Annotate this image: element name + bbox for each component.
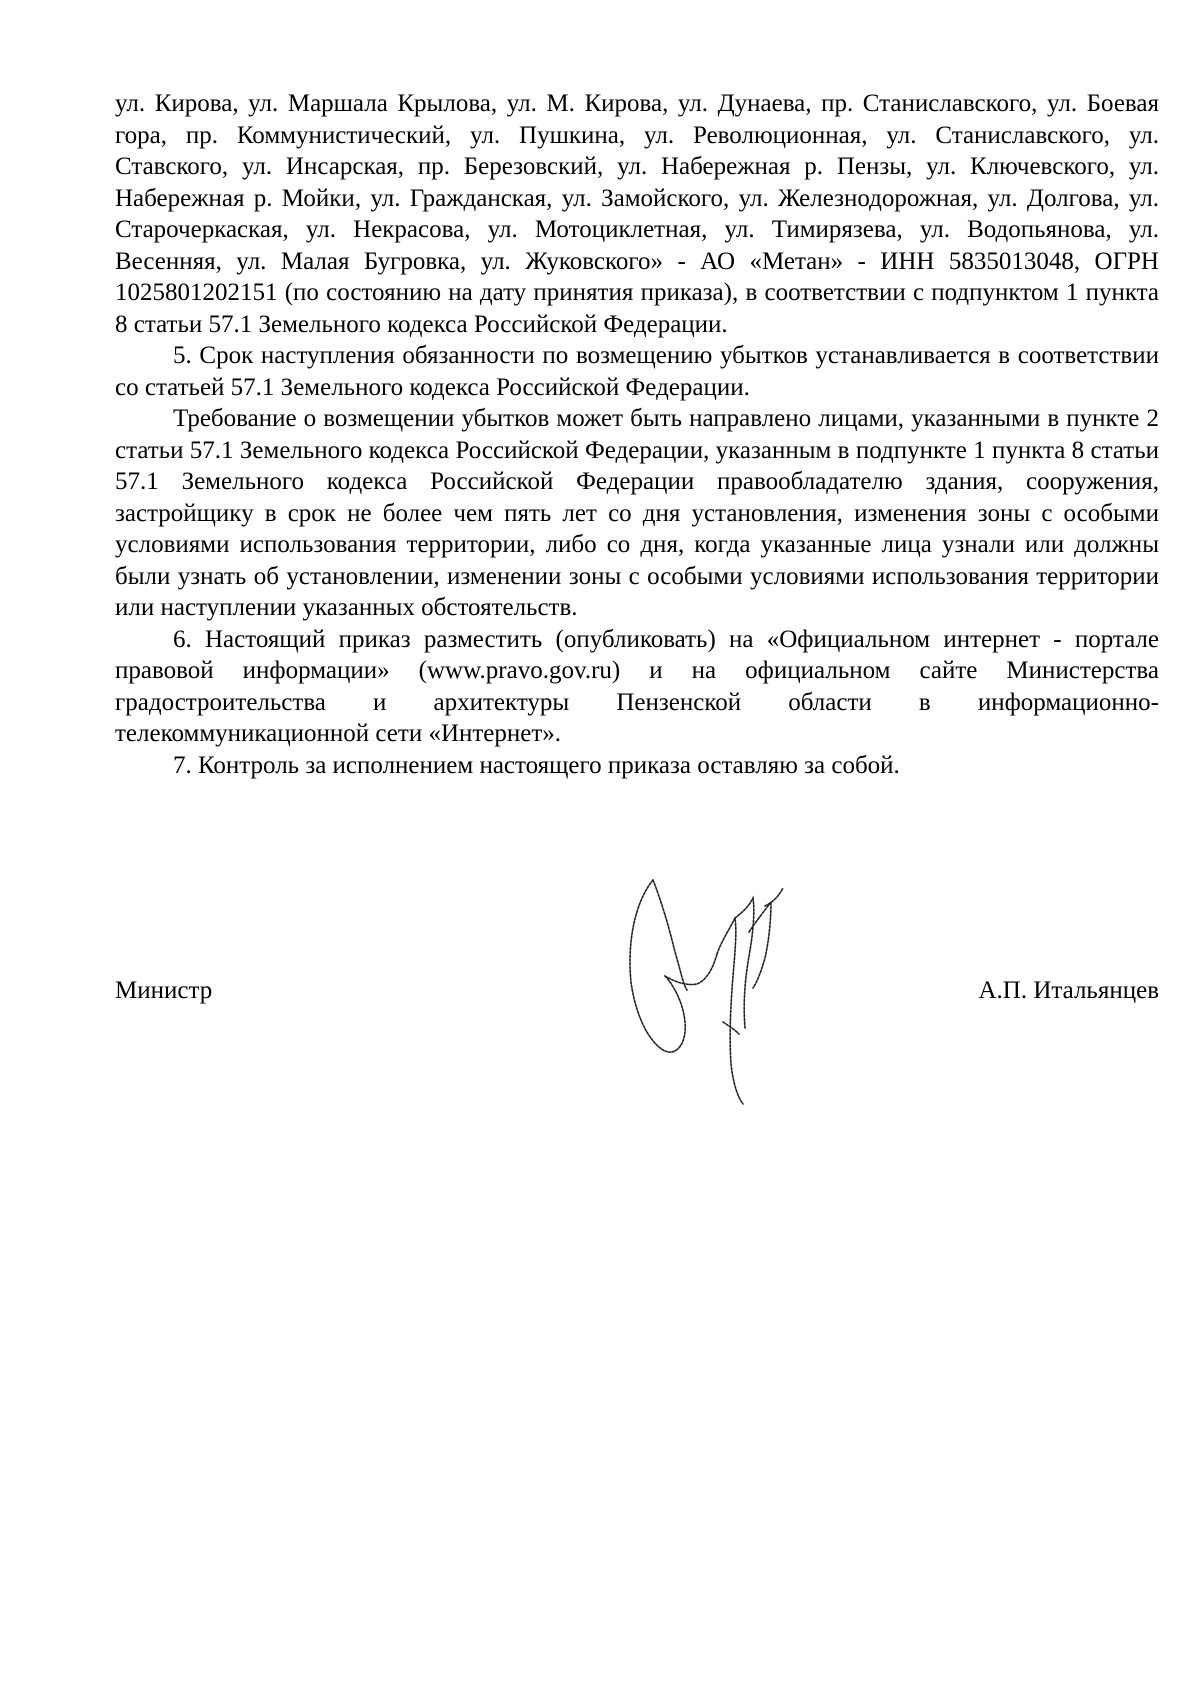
paragraph-item-6: 6. Настоящий приказ разместить (опубликовать) на «Официальном интернет - портале правовой информации» (www.pravo.gov.ru) и на официальном сайте Министерства градостроительства и архитектуры Пензенской области в информационно-телекоммуникационной сети «Интернет».	[115, 625, 1159, 747]
document-body	[115, 88, 1159, 781]
paragraph-address-list: ул. Кирова, ул. Маршала Крылова, ул. М. Кирова, ул. Дунаева, пр. Станиславского, ул. Боевая гора, пр. Коммунистический, ул. Пушкина, ул. Революционная, ул. Станиславского, ул. Ставского, ул. Инсарская, пр. Березовский, ул. Набережная р. Пензы, ул. Ключевского, ул. Набережная р. Мойки, ул. Гражданская, ул. Замойского, ул. Железнодорожная, ул. Долгова, ул. Старочеркаская, ул. Некрасова, ул. Мотоциклетная, ул. Тимирязева, ул. Водопьянова, ул. Весенняя, ул. Малая Бугровка, ул. Жуковского» - АО «Метан» - ИНН 5835013048, ОГРН 1025801202151 (по состоянию на дату принятия приказа), в соответствии с подпунктом 1 пункта 8 статьи 57.1 Земельного кодекса Российской Федерации.	[115, 90, 1159, 338]
paragraph-item-5: 5. Срок наступления обязанности по возмещению убытков устанавливается в соответствии со статьей 57.1 Земельного кодекса Российской Федерации.	[115, 342, 1159, 401]
signatory-position: Министр	[115, 977, 213, 1004]
handwritten-signature	[625, 872, 795, 1107]
paragraph-item-7: 7. Контроль за исполнением настоящего приказа оставляю за собой.	[173, 751, 900, 779]
signatory-name: А.П. Итальянцев	[978, 977, 1159, 1004]
paragraph-compensation-claim: Требование о возмещении убытков может быть направлено лицами, указанными в пункте 2 статьи 57.1 Земельного кодекса Российской Федерации, указанным в подпункте 1 пункта 8 статьи 57.1 Земельного кодекса Российской Федерации правообладателю здания, сооружения, застройщику в срок не более чем пять лет со дня установления, изменения зоны с особыми условиями использования территории, либо со дня, когда указанные лица узнали или должны были узнать об установлении, изменении зоны с особыми условиями использования территории или наступлении указанных обстоятельств.	[115, 405, 1159, 621]
